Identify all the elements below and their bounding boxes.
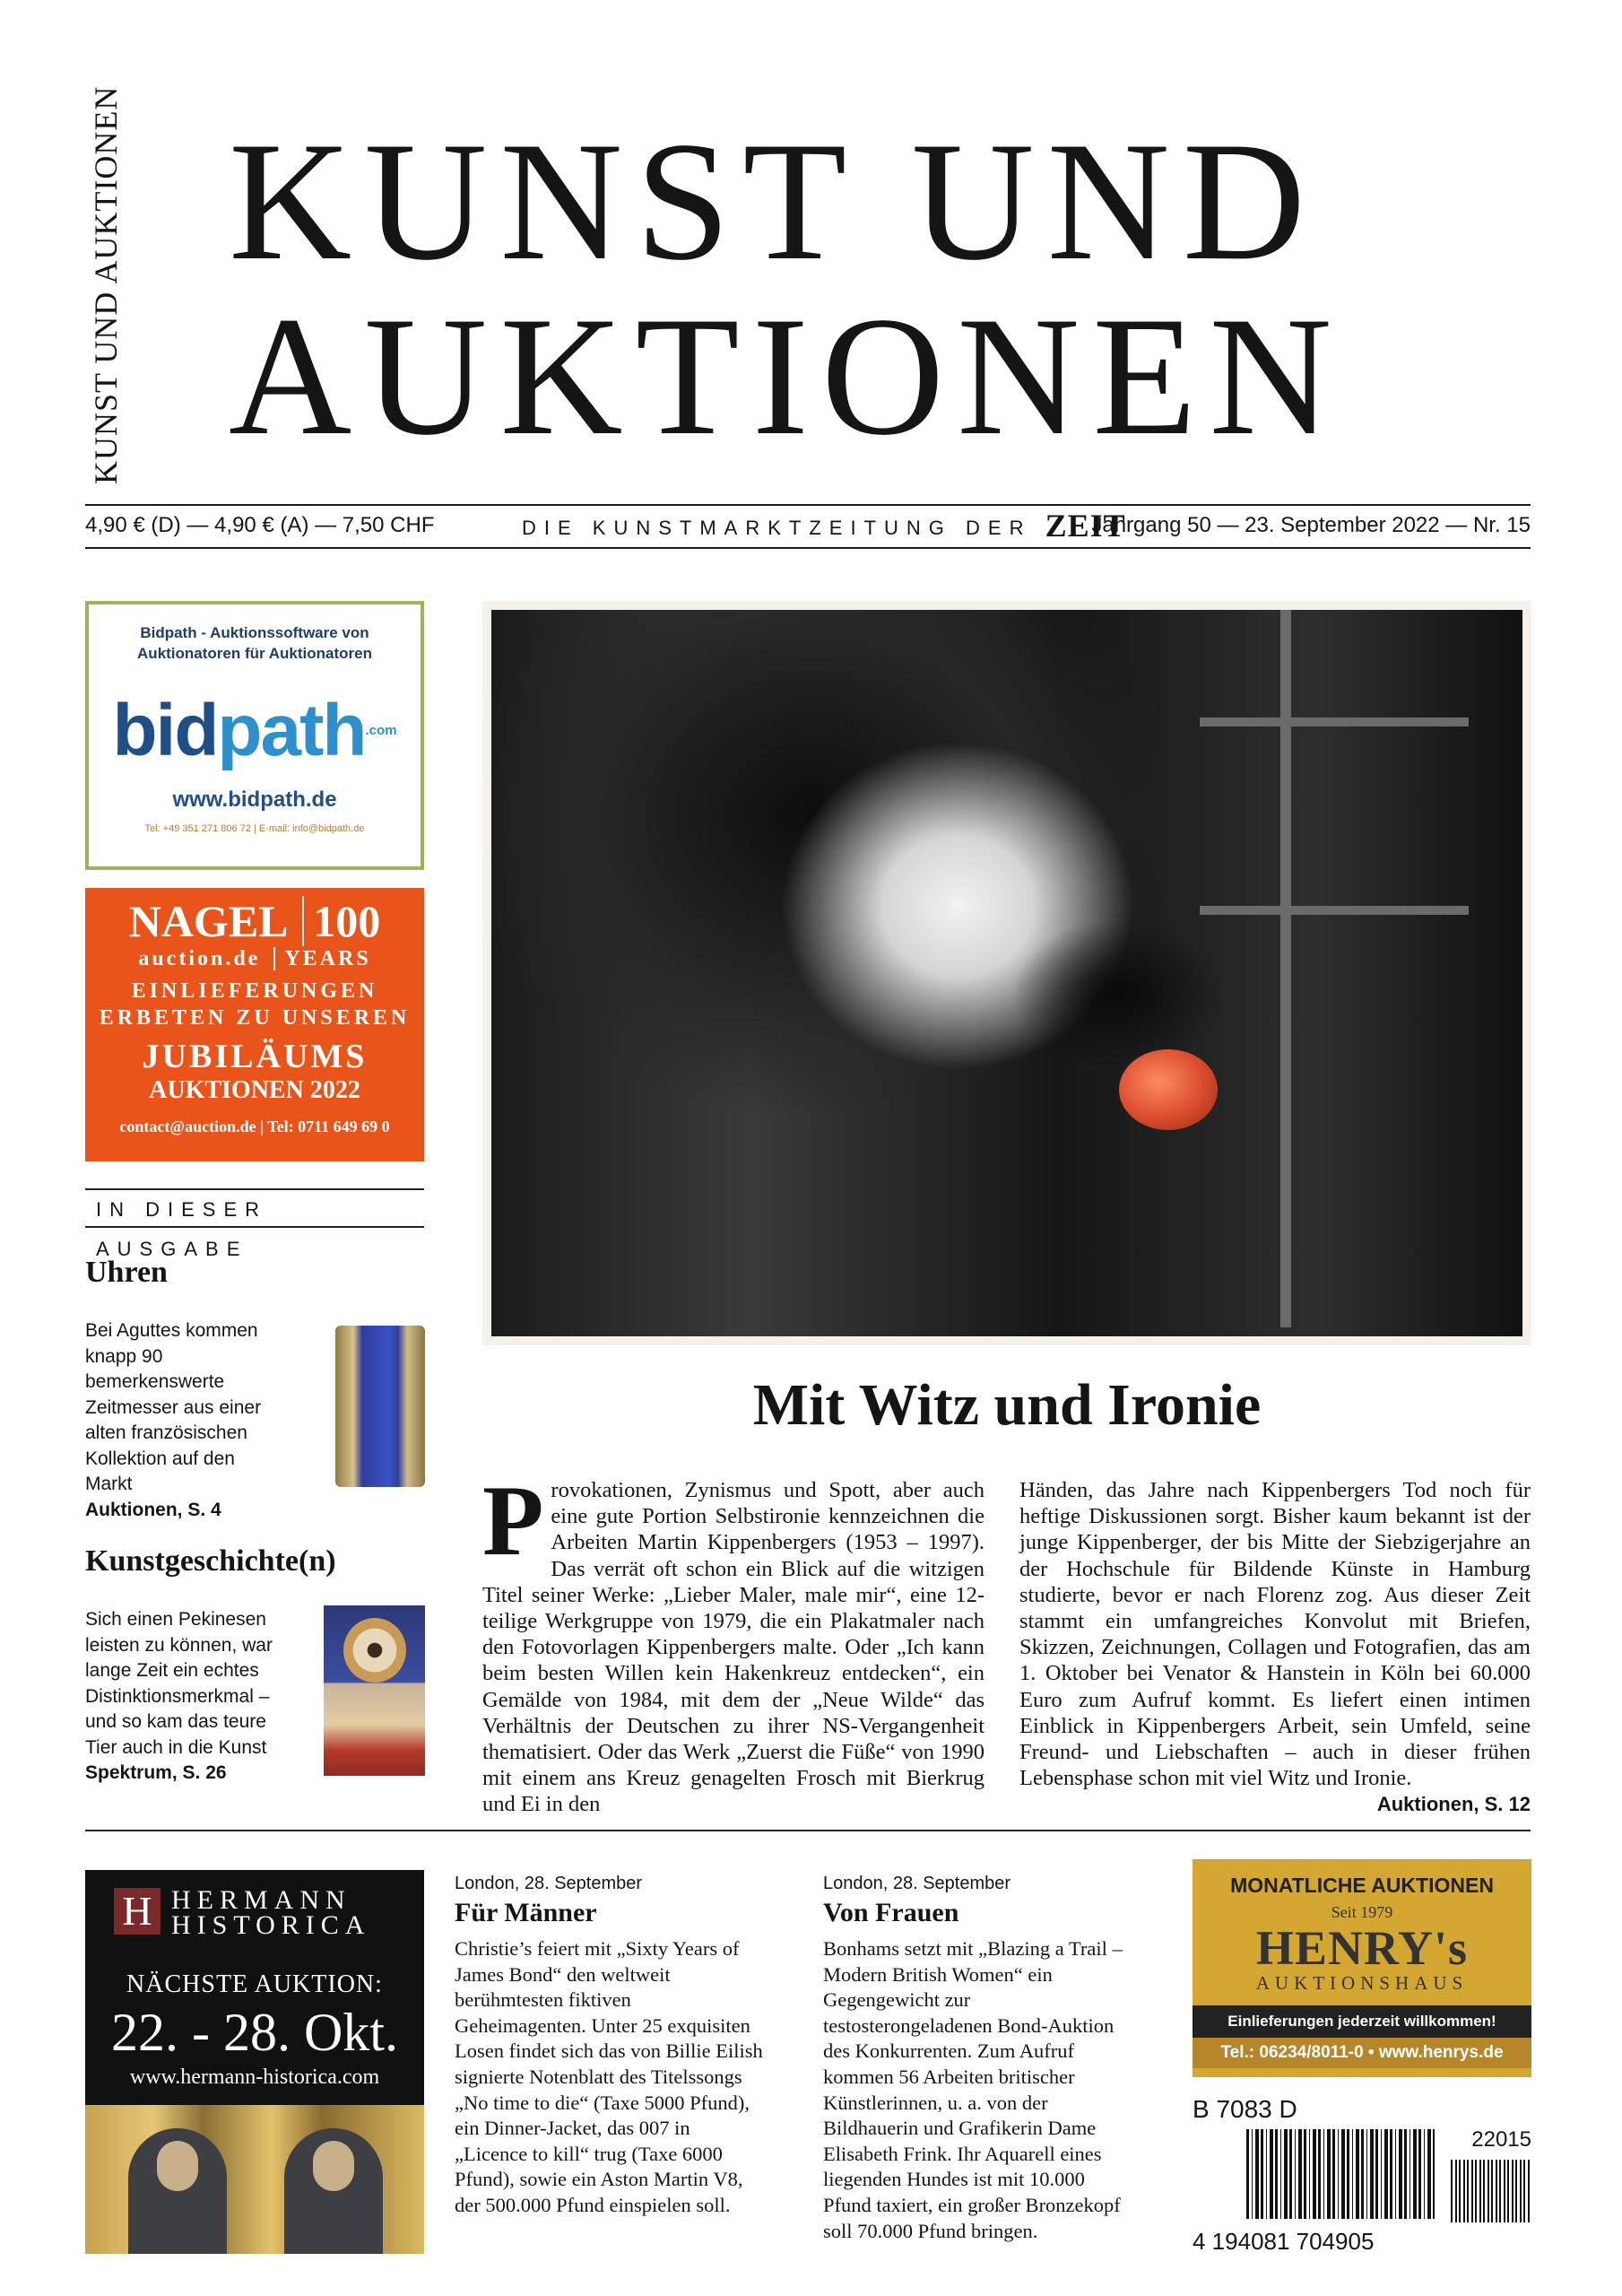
nagel-contact: contact@auction.de | Tel: 0711 649 69 0: [119, 1118, 390, 1135]
zeit-logo: ZEIT: [1045, 508, 1126, 544]
bidpath-logo-bid: bid: [112, 690, 218, 771]
teaser-uhren-text: Bei Aguttes kommen knapp 90 bemerkenswerte Zeitmesser aus einer alten französischen Kollektion auf den Markt: [85, 1320, 262, 1494]
news-date: London, 28. September: [823, 1874, 1011, 1893]
nagel-domain: auction.de: [138, 947, 261, 970]
masthead-title-line1: KUNST UND: [229, 108, 1319, 296]
photo-tongue-accent: [1119, 1049, 1218, 1130]
lead-col2-text: Händen, das Jahre nach Kippenbergers Tod noch für heftige Diskussionen sorgt. Bisher kaum bekannt ist der junge Kippenberger, der bis Mitte der Siebzigerjahre an der Hochschule für Bildende Künste in Hamburg studierte, bevor er nach Florenz zog. Aus dieser Zeit stammt ein umfangreiches Konvolut mit Briefen, Skizzen, Zeichnungen, Collagen und Fotografien, das am 1. Oktober bei Venator & Hanstein in Köln bei 60.000 Euro zum Aufruf kommt. Es liefert einen intimen Einblick in Kippenbergers Arbeit, sein Umfeld, seine Freund- und Liebschaften – auch in dieser frühen Lebensphase schon mit viel Witz und Ironie.: [1019, 1478, 1531, 1791]
lead-headline: Mit Witz und Ironie: [752, 1372, 1262, 1438]
saint-face: [313, 2141, 354, 2191]
teaser-kunstgeschichte[interactable]: [85, 1607, 287, 1787]
news-title: Von Frauen: [823, 1898, 959, 1927]
bidpath-logo-path: path: [217, 690, 366, 771]
lead-col1-text: rovokationen, Zynismus und Spott, aber auch eine gute Portion Selbstironie kennzeichnen die Arbeiten Martin Kippenbergers (1953 – 1997). Das verrät oft schon ein Blick auf die witzigen Titel seiner Werke: „Lieber Maler, male mir“, eine 12-teilige Werkgruppe von 1979, die ein Plakatmaler nach den Fotovorlagen Kippenbergers malte. Oder „Ich kann beim besten Willen kein Hakenkreuz entdecken“, ein Gemälde von 1984, mit dem der „Neue Wilde“ das Verhältnis der Deutschen zu ihrer NS-Vergangenheit thematisiert. Oder das Werk „Zuerst die Füße“ von 1990 mit einem ans Kreuz genagelten Frosch mit Bierkrug und Ei in den: [482, 1478, 984, 1817]
tagline-text: DIE KUNSTMARKTZEITUNG DER: [522, 517, 1032, 539]
teaser-kunstgeschichte-text: Sich einen Pekinesen leisten zu können, war lange Zeit ein echtes Distinktionsmerkmal – und so kam das teure Tier auch in die Kunst: [85, 1609, 273, 1758]
henrys-brand: HENRY's: [1255, 1921, 1469, 1975]
hermann-next-label: NÄCHSTE AUKTION:: [126, 1970, 383, 1998]
lead-article-col1: [482, 1465, 984, 1818]
lead-dropcap: P: [482, 1465, 544, 1577]
nagel-brand-row: [85, 897, 424, 945]
nagel-ad[interactable]: [85, 888, 424, 1161]
saint-face: [157, 2141, 198, 2191]
teaser-title-kunstgeschichte: Kunstgeschichte(n): [85, 1544, 336, 1578]
nagel-line4: AUKTIONEN 2022: [149, 1076, 360, 1104]
nagel-line1: EINLIEFERUNGEN: [131, 979, 378, 1003]
bidpath-url[interactable]: www.bidpath.de: [172, 787, 337, 812]
tagline: [522, 509, 1126, 544]
henrys-since: Seit 1979: [1331, 1903, 1393, 1921]
barcode: [1193, 2095, 1531, 2262]
barcode-addon-bars: [1451, 2160, 1531, 2222]
hermann-icon-artwork: [85, 2105, 424, 2254]
issue-line: Jahrgang 50 — 23. September 2022 — Nr. 15: [1091, 513, 1531, 537]
hermann-logo: H: [114, 1888, 160, 1935]
nagel-years-num: 100: [302, 896, 380, 946]
dog-head-shape: [343, 1618, 406, 1683]
lead-ref[interactable]: Auktionen, S. 12: [1376, 1793, 1531, 1816]
nagel-years-label: YEARS: [273, 947, 370, 970]
barcode-bars: [1246, 2129, 1435, 2219]
price-line: 4,90 € (D) — 4,90 € (A) — 7,50 CHF: [85, 513, 435, 537]
bidpath-tagline: Bidpath - Auktionssoftware von Auktionatoren für Auktionatoren: [137, 624, 372, 662]
nagel-line2: ERBETEN ZU UNSEREN: [99, 1006, 411, 1030]
vertical-masthead: KUNST UND AUKTIONEN: [88, 85, 124, 484]
hermann-url[interactable]: www.hermann-historica.com: [129, 2066, 380, 2089]
in-this-issue-heading: IN DIESER AUSGABE: [85, 1188, 424, 1228]
hermann-historica-ad[interactable]: [85, 1870, 424, 2254]
hermann-name: [171, 1885, 371, 1940]
news-text: Bonhams setzt mit „Blazing a Trail – Modern British Women“ ein Gegengewicht zur testosterongeladenen Bond-Auktion des Konkurrenten. Zum Aufruf kommen 56 Arbeiten britischer Künstlerinnen, u. a. von der Bildhauerin und Grafikerin Dame Elisabeth Frink. Ihr Aquarell eines liegenden Hundes ist mit 10.000 Pfund taxiert, ein großer Bronzekopf soll 70.000 Pfund bringen.: [823, 1937, 1123, 2242]
barcode-issue: 22015: [1471, 2127, 1531, 2152]
teaser-title-uhren: Uhren: [85, 1256, 168, 1289]
bidpath-logo: [89, 691, 421, 771]
henrys-line1: MONATLICHE AUKTIONEN: [1230, 1874, 1494, 1897]
news-text: Christie’s feiert mit „Sixty Years of James Bond“ den weltweit berühmtesten fiktiven Geheimagenten. Unter 25 exquisiten Losen findet sich das von Billie Eilish signierte Notenblatt des Titelssongs „No time to die“ (Taxe 5000 Pfund), ein Dinner-Jacket, das 007 in „Licence to kill“ trug (Taxe 6000 Pfund), sowie ein Aston Martin V8, der 500.000 Pfund einspielen soll.: [455, 1937, 763, 2216]
news-date: London, 28. September: [455, 1874, 643, 1893]
watch-image: [335, 1326, 425, 1487]
teaser-uhren-ref[interactable]: Auktionen, S. 4: [85, 1499, 221, 1520]
lead-article-col2: [1019, 1477, 1531, 1818]
masthead-rule-top: [85, 504, 1531, 506]
nagel-brand: NAGEL: [128, 896, 286, 946]
masthead-rule-bottom: [85, 547, 1531, 549]
bidpath-logo-com: .com: [365, 723, 397, 738]
lead-photo-image: [491, 610, 1522, 1336]
henrys-sub: AUKTIONSHAUS: [1255, 1972, 1469, 1994]
nagel-domain-row: [85, 945, 424, 972]
photo-shelf: [1280, 610, 1291, 1327]
news-item-frauen: [823, 1872, 1132, 2244]
teaser-uhren[interactable]: [85, 1318, 287, 1523]
pekinese-image: [324, 1605, 425, 1776]
hermann-name-line2: HISTORICA: [171, 1910, 371, 1940]
hermann-date: 22. - 28. Okt.: [111, 2003, 398, 2062]
teaser-kunstgeschichte-ref[interactable]: Spektrum, S. 26: [85, 1762, 227, 1783]
photo-shelf: [1200, 718, 1469, 726]
henrys-slogan: Einlieferungen jederzeit willkommen!: [1193, 2005, 1531, 2038]
henrys-ad[interactable]: [1193, 1859, 1531, 2077]
hermann-name-line1: HERMANN: [171, 1885, 351, 1915]
barcode-number: 4 194081 704905: [1193, 2228, 1375, 2255]
news-item-maenner: [455, 1872, 764, 2219]
bidpath-contact: Tel: +49 351 271 806 72 | E-mail: info@bidpath.de: [144, 823, 365, 834]
masthead-title-line2: AUKTIONEN: [229, 283, 1345, 471]
henrys-contact[interactable]: Tel.: 06234/8011-0 • www.henrys.de: [1193, 2038, 1531, 2068]
barcode-code: B 7083 D: [1193, 2095, 1297, 2123]
bottom-rule: [85, 1830, 1531, 1831]
news-title: Für Männer: [455, 1898, 597, 1927]
photo-shelf: [1200, 906, 1469, 915]
bidpath-ad[interactable]: [85, 601, 424, 870]
lead-photo: [482, 601, 1531, 1345]
nagel-line3: JUBILÄUMS: [142, 1038, 368, 1075]
